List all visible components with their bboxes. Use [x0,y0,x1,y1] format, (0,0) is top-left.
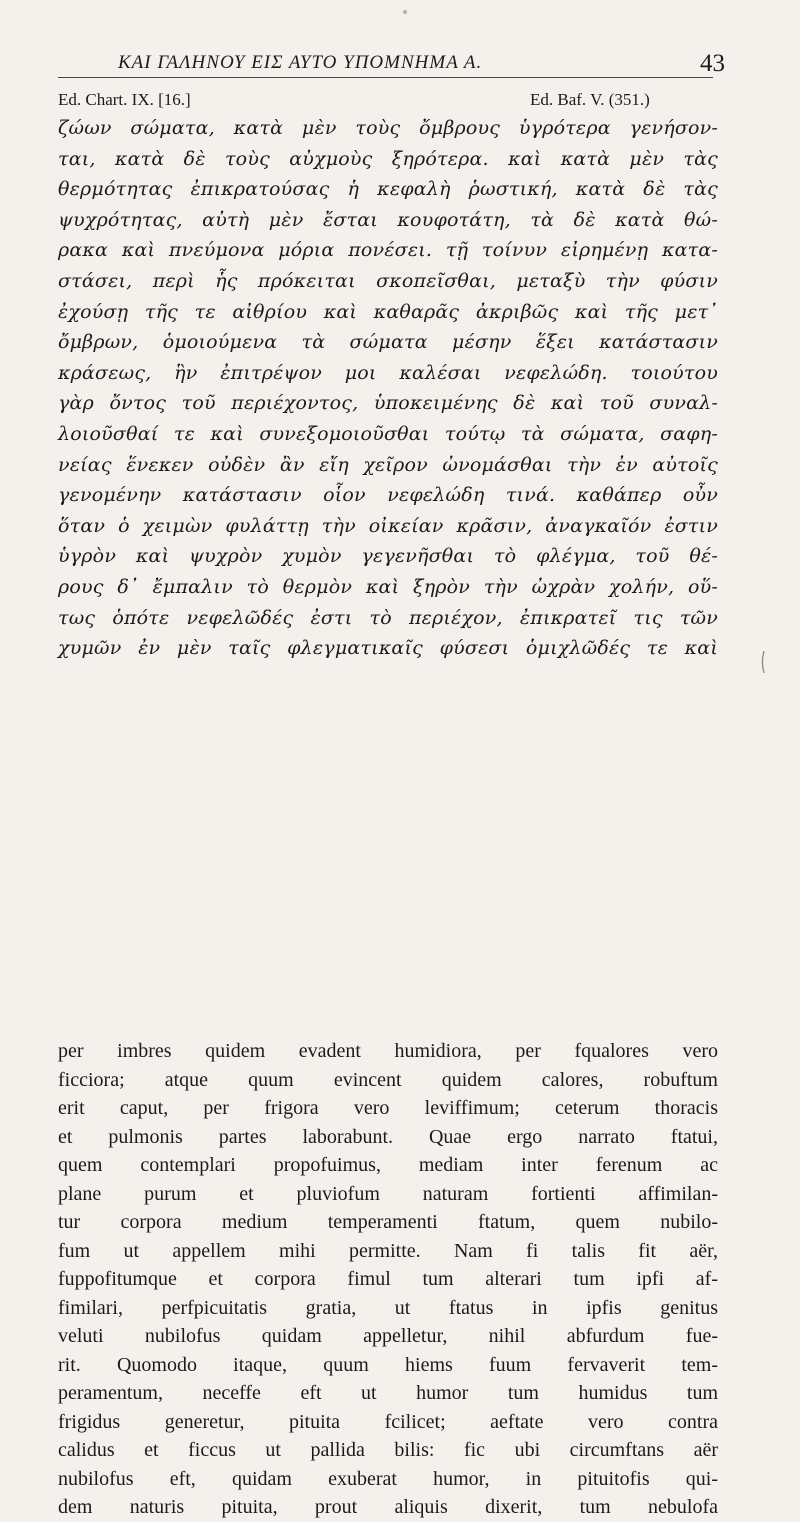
greek-text-line: ρακα καὶ πνεύμονα μόρια πονέσει. τῇ τοίνυν εἰρημένῃ κατα- [58,239,718,262]
latin-text-line: quem contemplari propofuimus, mediam inter ferenum ac [58,1154,718,1176]
latin-text-line: erit caput, per frigora vero leviffimum; ceterum thoracis [58,1097,718,1119]
running-head [0,50,800,80]
greek-text-line: χυμῶν ἐν μὲν ταῖς φλεγματικαῖς φύσεσι ὁμιχλῶδές τε καὶ [58,637,718,660]
latin-text-line: nubilofus eft, quidam exuberat humor, in pituitofis qui- [58,1467,718,1490]
greek-text-line: τως ὁπότε νεφελῶδές ἐστι τὸ περιέχον, ἐπικρατεῖ τις τῶν [58,606,718,629]
greek-text-line: κράσεως, ἣν ἐπιτρέψον μοι καλέσαι νεφελώδη. τοιούτου [58,361,718,384]
ink-speck [760,650,768,674]
greek-text-line: ὑγρὸν καὶ ψυχρὸν χυμὸν γεγενῆσθαι τὸ φλέγμα, τοῦ θέ- [58,545,718,568]
latin-text-line: fum ut appellem mihi permitte. Nam fi talis fit aër, [58,1239,718,1262]
latin-text-line: veluti nubilofus quidam appelletur, nihil abfurdum fue- [58,1325,718,1347]
latin-text-line: tur corpora medium temperamenti ftatum, quem nubilo- [58,1211,718,1233]
latin-translation [58,1037,718,1522]
greek-text-line: νείας ἕνεκεν οὐδὲν ἂν εἴη χεῖρον ὠνομάσθαι τὴν ἐν αὐτοῖς [58,453,718,476]
header-rule [58,77,713,78]
latin-text-line: peramentum, neceffe eft ut humor tum humidus tum [58,1382,718,1404]
greek-text-line: ψυχρότητας, αὐτὴ μὲν ἔσται κουφοτάτη, τὰ δὲ κατὰ θώ- [58,208,718,231]
latin-text-line: dem naturis pituita, prout aliquis dixerit, tum nebulofa [58,1496,718,1518]
latin-text-line: per imbres quidem evadent humidiora, per fqualores vero [58,1040,718,1062]
greek-text-line: ζώων σώματα, κατὰ μὲν τοὺς ὄμβρους ὑγρότερα γενήσον- [58,117,718,139]
latin-text-line: calidus et ficcus ut pallida bilis: fic ubi circumftans aër [58,1439,718,1461]
edition-ref-basel: Ed. Baf. V. (351.) [530,90,650,109]
latin-text-line: et pulmonis partes laborabunt. Quae ergo narrato ftatui, [58,1125,718,1148]
greek-text-line: ται, κατὰ δὲ τοὺς αὐχμοὺς ξηρότερα. καὶ κατὰ μὲν τὰς [58,147,718,170]
greek-text-line: λοιοῦσθαί τε καὶ συνεξομοιοῦσθαι τούτῳ τὰ σώματα, σαφη- [58,422,718,445]
latin-text-line: plane purum et pluviofum naturam fortienti affimilan- [58,1182,718,1205]
greek-text-line: ὄμβρων, ὁμοιούμενα τὰ σώματα μέσην ἕξει κατάστασιν [58,331,718,354]
page-number: 43 [700,50,725,77]
greek-text-line: ἐχούσῃ τῆς τε αἰθρίου καὶ καθαρᾶς ἀκριβῶς καὶ τῆς μετ᾽ [58,300,718,323]
greek-text-line: θερμότητας ἐπικρατούσας ἡ κεφαλὴ ῥωστική, κατὰ δὲ τὰς [58,178,718,201]
latin-text-line: fimilari, perfpicuitatis gratia, ut ftatus in ipfis genitus [58,1296,718,1319]
greek-text [58,113,718,664]
latin-text-line: fuppofitumque et corpora fimul tum alterari tum ipfi af- [58,1268,718,1290]
greek-text-line: γενομένην κατάστασιν οἷον νεφελώδη τινά. καθάπερ οὖν [58,484,718,507]
latin-text-line: rit. Quomodo itaque, quum hiems fuum fervaverit tem- [58,1353,718,1376]
greek-text-line: στάσει, περὶ ἧς πρόκειται σκοπεῖσθαι, μεταξὺ τὴν φύσιν [58,269,718,292]
greek-text-line: ὅταν ὁ χειμὼν φυλάττῃ τὴν οἰκείαν κρᾶσιν, ἀναγκαῖόν ἐστιν [58,514,718,537]
latin-text-line: ficciora; atque quum evincent quidem calores, robuftum [58,1068,718,1091]
latin-text-line: frigidus generetur, pituita fcilicet; aeftate vero contra [58,1410,718,1433]
ink-speck [400,6,410,18]
greek-text-line: ρους δ᾽ ἔμπαλιν τὸ θερμὸν καὶ ξηρὸν τὴν ὠχρὰν χολήν, οὕ- [58,575,718,598]
greek-text-line: γὰρ ὄντος τοῦ περιέχοντος, ὑποκειμένης δὲ καὶ τοῦ συναλ- [58,392,718,415]
edition-ref-chartier: Ed. Chart. IX. [16.] [58,90,191,109]
running-title: KAI ΓΑΛΗΝΟΥ ΕΙΣ ΑΥΤΟ ΥΠΟΜΝΗΜΑ Α. [118,52,483,73]
